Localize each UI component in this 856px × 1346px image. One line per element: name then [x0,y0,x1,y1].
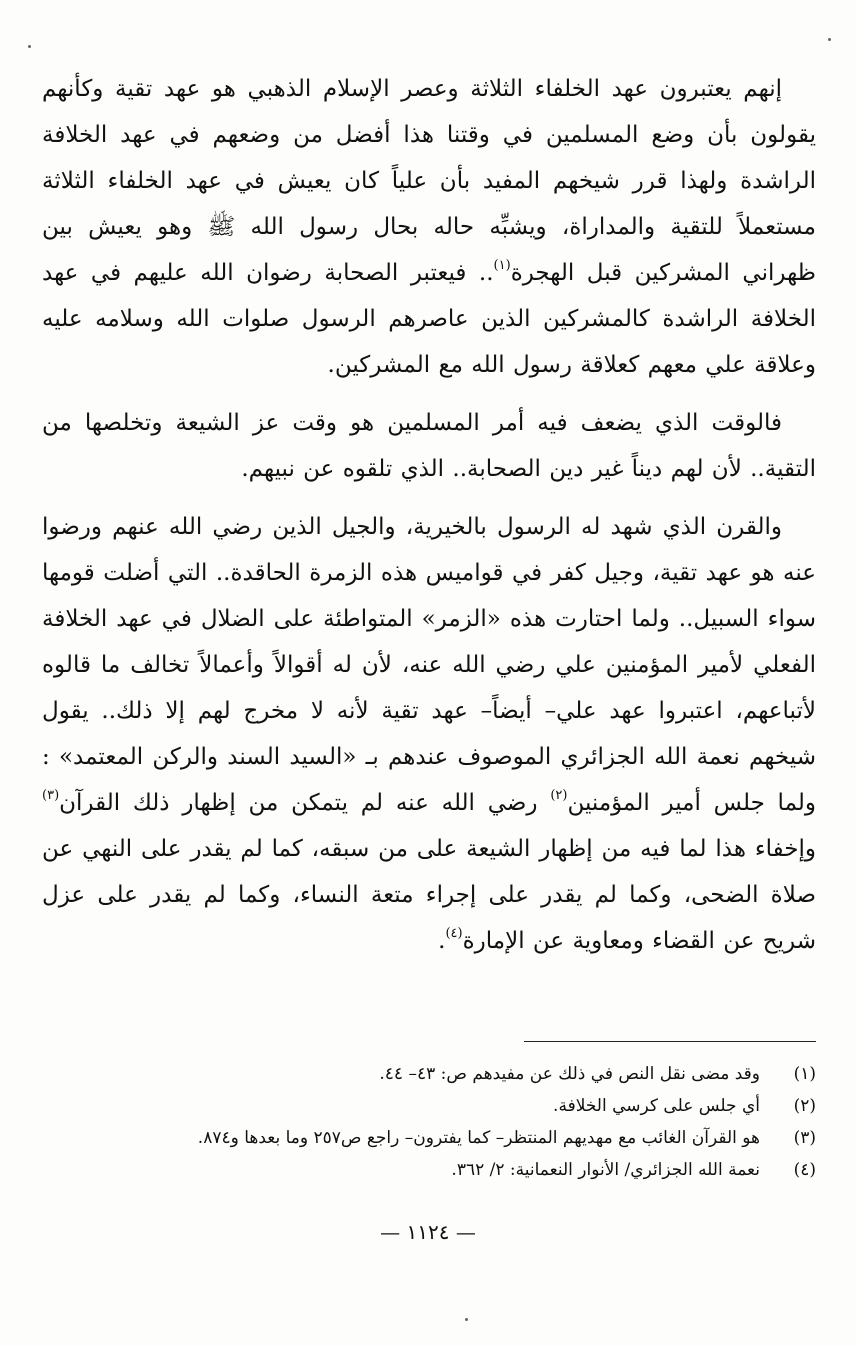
paragraph-3-part-2: رضي الله عنه لم يتمكن من إظهار ذلك القرآن [59,790,551,816]
footnote-ref-1: (١) [493,258,511,274]
footnote-number: (٣) [793,1128,816,1148]
paragraph-2 [42,400,816,492]
footnote-number: (١) [793,1064,816,1084]
paragraph-2-text: فالوقت الذي يضعف فيه أمر المسلمين هو وقت عز الشيعة وتخلصها من التقية.. لأن لهم ديناً غير دين الصحابة.. الذي تلقوه عن نبيهم. [42,410,816,482]
scan-speck [828,38,831,41]
footnotes [42,1058,816,1186]
footnote-divider [524,1041,816,1042]
footnote-3 [42,1122,816,1154]
footnote-text: أي جلس على كرسي الخلافة. [553,1096,760,1116]
paragraph-3-end: . [438,928,446,954]
footnote-text: نعمة الله الجزائري/ الأنوار النعمانية: ٢/ ٣٦٢. [451,1160,760,1180]
footnote-ref-3: (٣) [42,788,60,804]
scan-speck [465,1318,468,1321]
footnote-text: وقد مضى نقل النص في ذلك عن مفيدهم ص: ٤٣– ٤٤. [379,1064,760,1084]
main-text [42,66,816,976]
paragraph-3-part-3: وإخفاء هذا لما فيه من إظهار الشيعة على من سبقه، كما لم يقدر على النهي عن صلاة الضحى، وكما لم يقدر على إجراء متعة النساء، وكما لم يقدر على عزل شريح عن القضاء ومعاوية عن الإمارة [42,836,816,954]
paragraph-3 [42,504,816,964]
footnote-ref-2: (٢) [550,788,568,804]
footnote-2 [42,1090,816,1122]
paragraph-1 [42,66,816,388]
paragraph-3-part-1: والقرن الذي شهد له الرسول بالخيرية، والجيل الذين رضي الله عنهم ورضوا عنه هو عهد تقية، وجيل كفر في قواميس هذه الزمرة الحاقدة.. التي أضلت قومها سواء السبيل.. ولما احتارت هذه «الزمر» المتواطئة على الضلال في عهد الخلافة الفعلي لأمير المؤمنين علي رضي الله عنه، لأن له أقوالاً وأعمالاً تخالف ما قالوه لأتباعهم، اعتبروا عهد علي– أيضاً– عهد تقية لأنه لا مخرج لهم إلا ذلك.. يقول شيخهم نعمة الله الجزائري الموصوف عندهم بـ «السيد السند والركن المعتمد» : ولما جلس أمير المؤمنين [42,514,816,816]
paragraph-1-tail: .. فيعتبر الصحابة رضوان الله عليهم في عهد الخلافة الراشدة كالمشركين الذين عاصرهم الرسول صلوات الله وسلامه عليه وعلاقة علي معهم كعلاقة رسول الله مع المشركين. [42,260,816,378]
footnote-number: (٤) [793,1160,816,1180]
footnote-4 [42,1154,816,1186]
footnote-text: هو القرآن الغائب مع مهديهم المنتظر– كما يفترون– راجع ص٢٥٧ وما بعدها و٨٧٤. [197,1128,760,1148]
footnote-number: (٢) [793,1096,816,1116]
footnote-1 [42,1058,816,1090]
paragraph-1-text: إنهم يعتبرون عهد الخلفاء الثلاثة وعصر الإسلام الذهبي هو عهد تقية وكأنهم يقولون بأن وضع المسلمين في وقتنا هذا أفضل من وضعهم في عهد الخلافة الراشدة ولهذا قرر شيخهم المفيد بأن علياً كان يعيش في عهد الخلفاء الثلاثة مستعملاً للتقية والمداراة، ويشبِّه حاله بحال رسول الله ﷺ وهو يعيش بين ظهراني المشركين قبل الهجرة [42,76,816,286]
scan-speck [28,45,31,48]
page-number: — ١١٢٤ — [380,1220,476,1244]
footnote-ref-4: (٤) [445,926,463,942]
